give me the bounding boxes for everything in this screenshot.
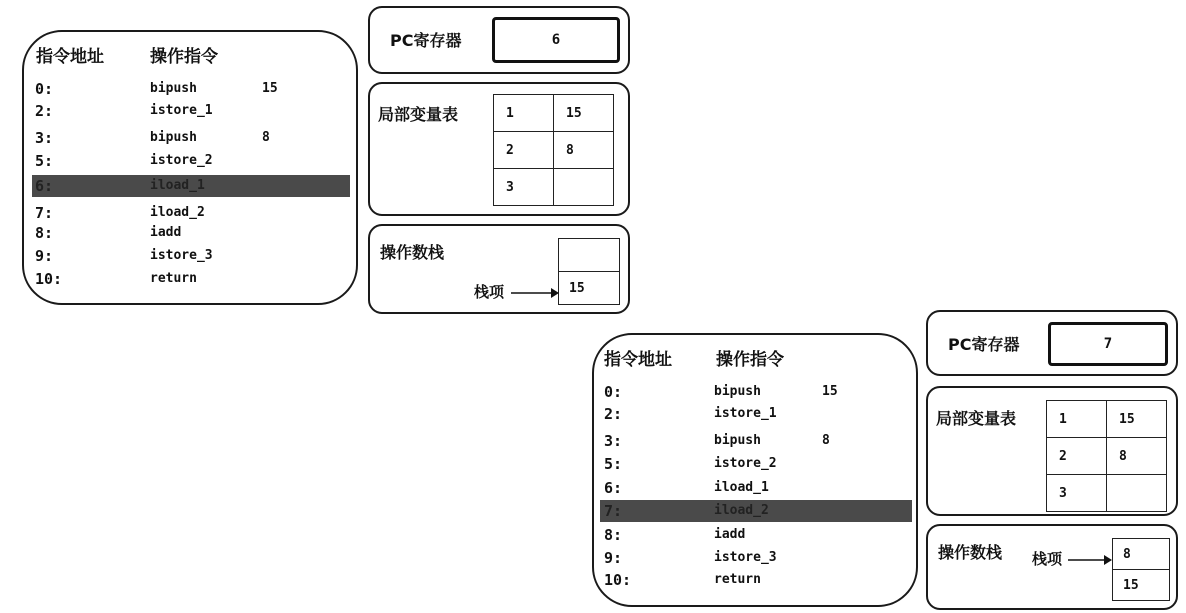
instruction-arg: 8 bbox=[262, 130, 270, 145]
instruction-row bbox=[594, 453, 916, 475]
instruction-op: istore_3 bbox=[714, 550, 777, 565]
op-header: 操作指令 bbox=[150, 47, 218, 67]
local-value: 8 bbox=[554, 132, 614, 169]
pc-register-value: 7 bbox=[1048, 322, 1168, 366]
local-variable-table bbox=[1046, 400, 1167, 512]
instruction-addr: 2: bbox=[35, 102, 54, 120]
instruction-op: iadd bbox=[150, 225, 182, 240]
instruction-addr: 8: bbox=[35, 224, 54, 242]
instruction-op: bipush bbox=[150, 130, 197, 145]
instruction-addr: 7: bbox=[604, 502, 623, 520]
instruction-op: bipush bbox=[714, 384, 761, 399]
instruction-addr: 6: bbox=[35, 177, 54, 195]
local-slot: 2 bbox=[494, 132, 554, 169]
local-value: 15 bbox=[1107, 401, 1167, 438]
instruction-row-current bbox=[600, 500, 912, 522]
local-variable-label: 局部变量表 bbox=[936, 409, 1017, 428]
instruction-op: iload_1 bbox=[150, 178, 205, 193]
instruction-row bbox=[594, 403, 916, 425]
instruction-panel bbox=[592, 333, 918, 607]
stack-top-label: 栈项 bbox=[474, 283, 505, 301]
instruction-op: istore_1 bbox=[714, 406, 777, 421]
pc-register-value: 6 bbox=[492, 17, 620, 63]
instruction-addr: 9: bbox=[35, 247, 54, 265]
op-header: 操作指令 bbox=[716, 350, 784, 370]
instruction-addr: 9: bbox=[604, 549, 623, 567]
local-slot: 2 bbox=[1047, 438, 1107, 475]
instruction-op: istore_3 bbox=[150, 248, 213, 263]
instruction-addr: 3: bbox=[35, 129, 54, 147]
instruction-addr: 5: bbox=[604, 455, 623, 473]
instruction-op: iadd bbox=[714, 527, 746, 542]
stack-slot: 15 bbox=[1112, 569, 1170, 601]
stack-top-label: 栈项 bbox=[1032, 550, 1063, 568]
instruction-addr: 2: bbox=[604, 405, 623, 423]
pc-register-label: PC寄存器 bbox=[948, 335, 1020, 354]
local-slot: 1 bbox=[494, 95, 554, 132]
stack-slot: 8 bbox=[1112, 538, 1170, 570]
instruction-addr: 10: bbox=[35, 270, 63, 288]
instruction-addr: 0: bbox=[604, 383, 623, 401]
instruction-addr: 5: bbox=[35, 152, 54, 170]
local-slot: 3 bbox=[1047, 475, 1107, 512]
instruction-op: return bbox=[150, 271, 197, 286]
instruction-op: istore_1 bbox=[150, 103, 213, 118]
local-variable-row bbox=[1047, 401, 1167, 438]
instruction-op: istore_2 bbox=[714, 456, 777, 471]
stack-top-arrow-icon bbox=[1068, 553, 1112, 567]
stack-slot: 15 bbox=[558, 271, 620, 305]
local-value bbox=[1107, 475, 1167, 512]
instruction-row bbox=[594, 381, 916, 403]
instruction-arg: 15 bbox=[262, 81, 278, 96]
pc-register-panel bbox=[926, 310, 1178, 376]
instruction-op: iload_2 bbox=[714, 503, 769, 518]
instruction-op: bipush bbox=[150, 81, 197, 96]
instruction-row bbox=[594, 547, 916, 569]
local-variable-label: 局部变量表 bbox=[378, 105, 459, 124]
operand-stack-panel bbox=[926, 524, 1178, 610]
pc-register-label: PC寄存器 bbox=[390, 31, 462, 50]
local-slot: 3 bbox=[494, 169, 554, 206]
local-slot: 1 bbox=[1047, 401, 1107, 438]
instruction-addr: 3: bbox=[604, 432, 623, 450]
operand-stack-label: 操作数栈 bbox=[938, 543, 1003, 562]
instruction-addr: 8: bbox=[604, 526, 623, 544]
instruction-addr: 0: bbox=[35, 80, 54, 98]
instruction-op: bipush bbox=[714, 433, 761, 448]
instruction-arg: 8 bbox=[822, 433, 830, 448]
instruction-row bbox=[594, 524, 916, 546]
operand-stack-label: 操作数栈 bbox=[380, 243, 445, 262]
instruction-op: iload_2 bbox=[150, 205, 205, 220]
instruction-addr: 6: bbox=[604, 479, 623, 497]
addr-header: 指令地址 bbox=[36, 47, 104, 67]
local-value: 15 bbox=[554, 95, 614, 132]
addr-header: 指令地址 bbox=[604, 350, 672, 370]
instruction-arg: 15 bbox=[822, 384, 838, 399]
instruction-op: istore_2 bbox=[150, 153, 213, 168]
instruction-op: return bbox=[714, 572, 761, 587]
local-value: 8 bbox=[1107, 438, 1167, 475]
local-variable-row bbox=[1047, 475, 1167, 512]
instruction-addr: 10: bbox=[604, 571, 632, 589]
local-variable-row bbox=[1047, 438, 1167, 475]
instruction-op: iload_1 bbox=[714, 480, 769, 495]
instruction-row bbox=[594, 569, 916, 591]
instruction-row bbox=[594, 430, 916, 452]
instruction-row bbox=[594, 477, 916, 499]
instruction-addr: 7: bbox=[35, 204, 54, 222]
local-variable-panel bbox=[926, 386, 1178, 516]
